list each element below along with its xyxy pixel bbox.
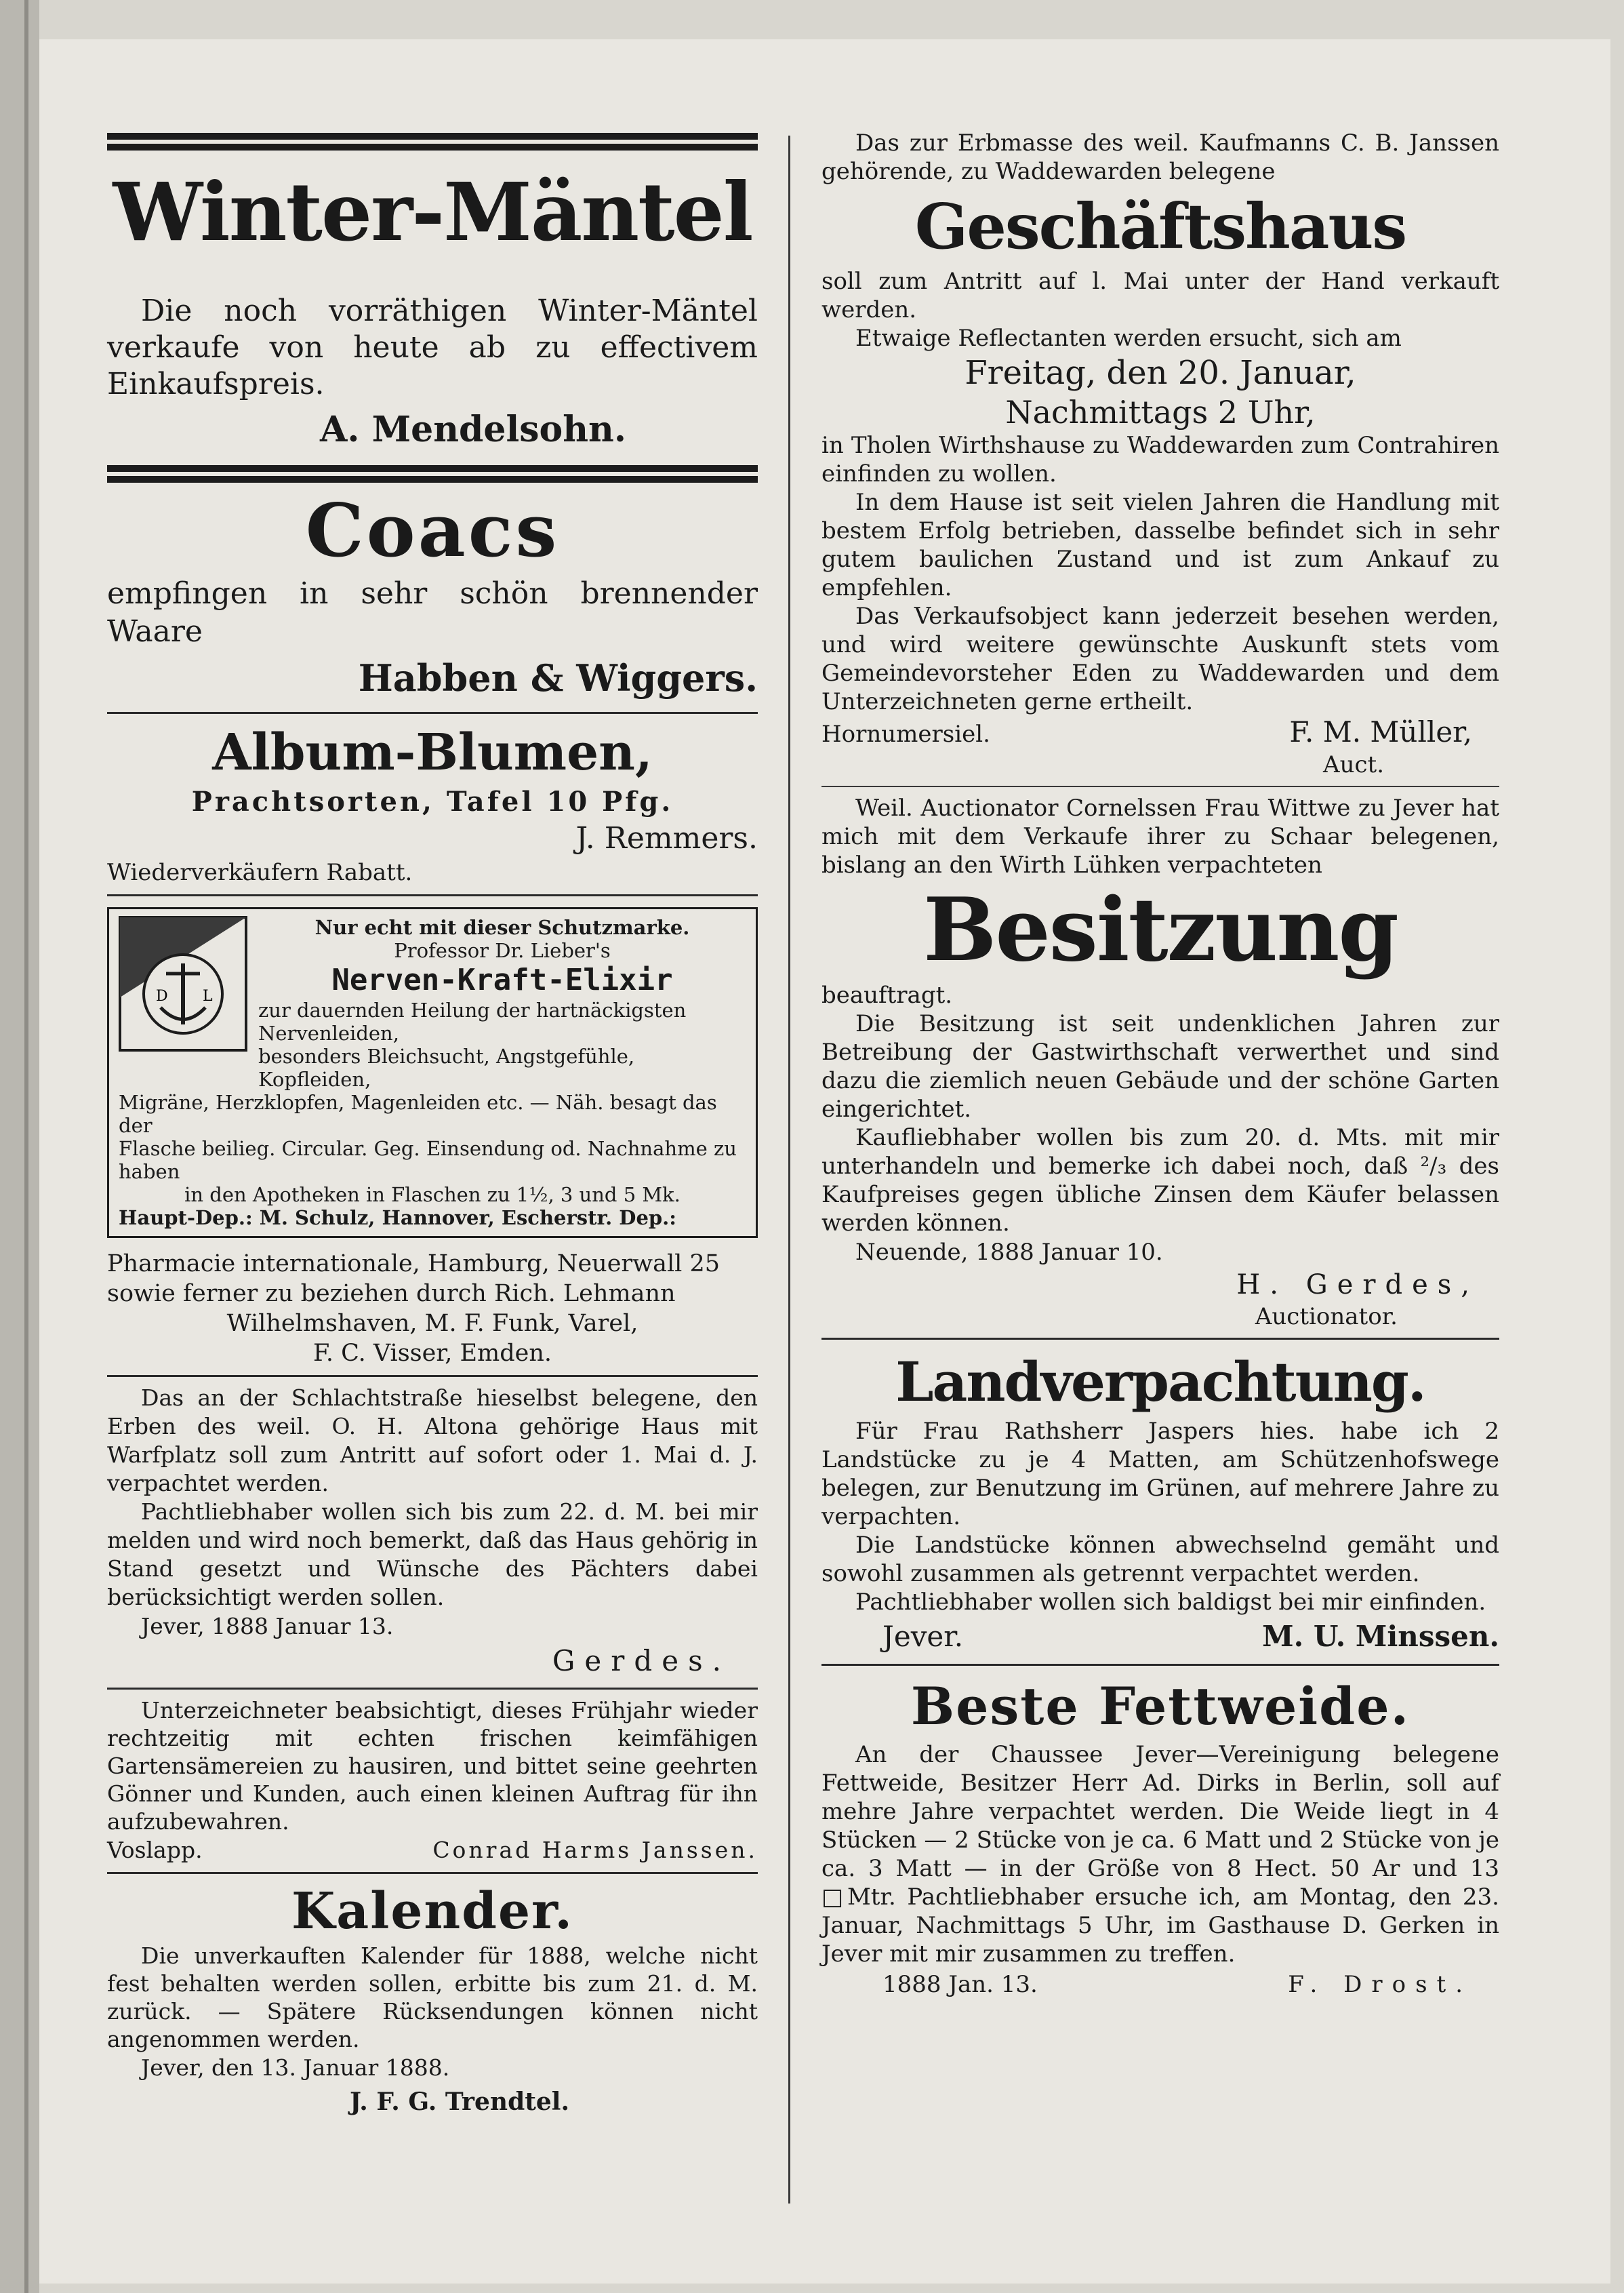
ad-place: Hornumersiel.: [821, 721, 990, 748]
nerven-line: zur dauernden Heilung der hartnäckigsten Nervenleiden,: [258, 999, 687, 1045]
rule: [107, 476, 758, 483]
page-binding: [0, 0, 39, 2293]
ad-title: Landverpachtung.: [895, 1350, 1425, 1414]
nerven-line: Haupt-Dep.: M. Schulz, Hannover, Escherstr. Dep.:: [119, 1206, 676, 1229]
ad-coacs: [107, 487, 758, 714]
rule: [821, 786, 1499, 787]
ad-signer: Conrad Harms Janssen.: [432, 1837, 758, 1863]
rule: [107, 712, 758, 714]
ad-signer: J. F. G. Trendtel.: [350, 2088, 569, 2116]
ad-date: 1888 Jan. 13.: [882, 1971, 1038, 1998]
rule: [107, 133, 758, 140]
ad-text: Pachtliebhaber wollen sich bis zum 22. d. M. bei mir melden und wird noch bemerkt, daß das Haus gehörig in Stand gesetzt und Wünsche des Pächters dabei berücksichtigt werden sollen.: [107, 1498, 758, 1610]
nerven-line: in den Apotheken in Flaschen zu 1½, 3 und 5 Mk.: [184, 1183, 681, 1206]
ad-text: Für Frau Rathsherr Jaspers hies. habe ich 2 Landstücke zu je 4 Matten, am Schützenhofswege belegen, zur Benutzung im Grünen, auf mehrere Jahre zu verpachten.: [821, 1418, 1499, 1530]
ad-beste-fettweide: [821, 1673, 1499, 2001]
right-column: [821, 129, 1499, 2001]
ad-text: Das an der Schlachtstraße hieselbst belegene, den Erben des weil. O. H. Altona gehörige Haus mit Warfplatz soll zum Antritt auf sofort oder 1. Mai d. J. verpachtet werden.: [107, 1384, 758, 1496]
ad-text: beauftragt.: [821, 982, 953, 1009]
nerven-professor: Professor Dr. Lieber's: [394, 939, 611, 962]
ad-text: Unterzeichneter beabsichtigt, dieses Frühjahr wieder rechtzeitig mit echten frischen keimfähigen Gartensämereien zu hausiren, und bittet seine geehrten Gönner und Kunden, auch einen kleinen Auftrag für ihn aufzubewahren.: [107, 1697, 758, 1835]
rule: [107, 465, 758, 472]
ad-title: Coacs: [305, 488, 560, 574]
nerven-line: Migräne, Herzklopfen, Magenleiden etc. — Näh. besagt das der: [119, 1091, 717, 1137]
ad-text: Pachtliebhaber wollen sich baldigst bei mir einfinden.: [855, 1589, 1486, 1616]
ad-text: Die Landstücke können abwechselnd gemäht und sowohl zusammen als getrennt verpachtet werden.: [821, 1532, 1499, 1587]
ad-signer: A. Mendelsohn.: [320, 409, 626, 450]
nerven-pharmacy: F. C. Visser, Emden.: [312, 1340, 552, 1367]
ad-text: Die Besitzung ist seit undenklichen Jahren zur Betreibung der Gastwirthschaft verwerthet und sind dazu die ziemlich neuen Gebäude und der schöne Garten eingerichtet.: [821, 1010, 1499, 1123]
ad-signer: J. Remmers.: [575, 821, 758, 856]
ad-text: Die unverkauften Kalender für 1888, welche nicht fest behalten werden sollen, erbitte bis zum 21. d. M. zurück. — Spätere Rücksendungen können nicht angenommen werden.: [107, 1942, 758, 2052]
ad-signer: F. M. Müller,: [1289, 715, 1472, 749]
column-divider: [788, 136, 790, 2204]
left-column: [107, 129, 758, 2121]
ad-title: Beste Fettweide.: [910, 1676, 1410, 1736]
nerven-top: Nur echt mit dieser Schutzmarke.: [314, 916, 690, 939]
ad-date: Jever, 1888 Januar 13.: [141, 1613, 394, 1639]
ad-title: Album-Blumen,: [212, 723, 653, 782]
rule: [821, 1338, 1499, 1340]
ad-line: Prachtsorten, Tafel 10 Pfg.: [191, 786, 674, 818]
ad-note: Wiederverkäufern Rabatt.: [107, 859, 413, 886]
ad-signer: H. Gerdes,: [1236, 1269, 1479, 1300]
ad-signer: M. U. Minssen.: [1262, 1620, 1499, 1653]
ad-winter-maentel: [107, 133, 758, 483]
ad-text: Das Verkaufsobject kann jederzeit besehen werden, und wird weitere gewünschte Auskunft stets vom Gemeindevorsteher Eden zu Waddewarden und dem Unterzeichneten gerne ertheilt.: [821, 603, 1499, 715]
nerven-pharmacy: Wilhelmshaven, M. F. Funk, Varel,: [226, 1310, 638, 1337]
ad-text: Die noch vorräthigen Winter-Mäntel verkaufe von heute ab zu effectivem Einkaufspreis.: [107, 294, 758, 401]
ad-signer: Habben & Wiggers.: [358, 656, 758, 700]
ad-role: Auctionator.: [1255, 1303, 1398, 1330]
nerven-line: besonders Bleichsucht, Angstgefühle, Kopfleiden,: [258, 1045, 635, 1091]
ad-date: Neuende, 1888 Januar 10.: [855, 1239, 1163, 1266]
ad-date: Jever, den 13. Januar 1888.: [141, 2054, 450, 2081]
ad-signer: F. Drost.: [1288, 1971, 1472, 1998]
ad-nerven-kraft-elixir: [107, 907, 758, 1377]
ad-haus-schlachtstrasse: [107, 1384, 758, 1690]
ad-landverpachtung: [821, 1347, 1499, 1666]
rule: [107, 144, 758, 151]
ad-title: Geschäftshaus: [914, 190, 1406, 263]
binding-edge: [24, 0, 28, 2293]
ad-text: empfingen in sehr schön brennender Waare: [107, 576, 758, 649]
ad-title: Kalender.: [291, 1882, 574, 1940]
nerven-pharmacy: Pharmacie internationale, Hamburg, Neuerwall 25: [107, 1250, 720, 1277]
svg-text:L: L: [203, 988, 213, 1005]
rule: [821, 1664, 1499, 1666]
ad-title: Besitzung: [923, 879, 1398, 981]
rule: [107, 1375, 758, 1377]
svg-text:D: D: [156, 988, 168, 1005]
ad-besitzung: [821, 794, 1499, 1340]
ad-kalender: [107, 1881, 758, 2121]
ad-album-blumen: [107, 721, 758, 896]
rule: [107, 1688, 758, 1690]
ad-text: An der Chaussee Jever—Vereinigung belegene Fettweide, Besitzer Herr Ad. Dirks in Berlin, soll auf mehre Jahre verpachtet werden. Die Weide liegt in 4 Stücken — 2 Stücke von je ca. 6 Matt und 2 Stücke von je ca. 3 Matt — in der Größe von 8 Hect. 50 Ar und 13 □Mtr. Pachtliebhaber ersuche ich, am Montag, den 23. Januar, Nachmittags 5 Uhr, im Gasthause D. Gerken in Jever mit mir zusammen zu treffen.: [821, 1741, 1499, 1968]
ad-text: Kaufliebhaber wollen bis zum 20. d. Mts. mit mir unterhandeln und bemerke ich dabei noch, daß ²/₃ des Kaufpreises gegen übliche Zinsen dem Käufer belassen werden können.: [821, 1124, 1499, 1237]
ad-signer: Gerdes.: [552, 1644, 731, 1677]
ad-geschaeftshaus: [821, 129, 1499, 787]
ad-place: Jever.: [882, 1620, 964, 1653]
trademark-anchor-icon: [119, 916, 247, 1052]
ad-intro: Weil. Auctionator Cornelssen Frau Wittwe zu Jever hat mich mit dem Verkaufe ihrer zu Schaar belegenen, bislang an den Wirth Lühken verpachteten: [821, 795, 1499, 879]
ad-role: Auct.: [1323, 751, 1384, 778]
ad-gartensaemereien: [107, 1696, 758, 1874]
ad-text: Etwaige Reflectanten werden ersucht, sich am: [855, 325, 1402, 352]
nerven-title: Nerven-Kraft-Elixir: [331, 963, 673, 997]
ad-text: in Tholen Wirthshause zu Waddewarden zum Contrahiren einfinden zu wollen.: [821, 432, 1499, 487]
ad-title: Winter-Mäntel: [113, 165, 752, 259]
ad-text: In dem Hause ist seit vielen Jahren die Handlung mit bestem Erfolg betrieben, dasselbe befindet sich in sehr gutem baulichen Zustand und ist zum Ankauf zu empfehlen.: [821, 489, 1499, 601]
nerven-line: Flasche beilieg. Circular. Geg. Einsendung od. Nachnahme zu haben: [119, 1137, 737, 1183]
ad-day: Freitag, den 20. Januar,: [965, 354, 1356, 392]
ad-intro: Das zur Erbmasse des weil. Kaufmanns C. B. Janssen gehörende, zu Waddewarden belegene: [821, 129, 1499, 185]
ad-time: Nachmittags 2 Uhr,: [1005, 394, 1316, 431]
ad-box: [107, 907, 758, 1238]
rule: [107, 894, 758, 896]
rule: [107, 1872, 758, 1874]
ad-place: Voslapp.: [107, 1837, 203, 1863]
ad-text: soll zum Antritt auf l. Mai unter der Hand verkauft werden.: [821, 268, 1499, 323]
nerven-pharmacy: sowie ferner zu beziehen durch Rich. Lehmann: [107, 1280, 676, 1307]
